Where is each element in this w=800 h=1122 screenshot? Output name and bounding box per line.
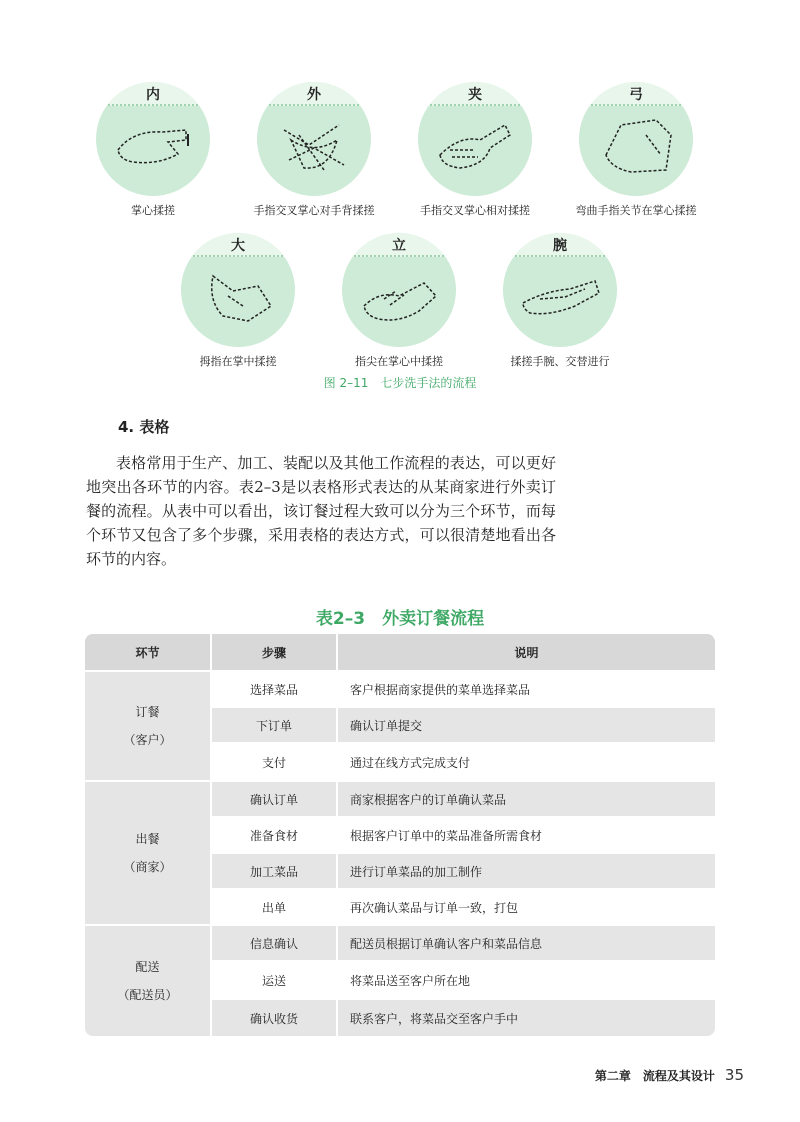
order-flow-table bbox=[85, 634, 715, 1036]
step-caption: 手指交叉掌心相对揉搓 bbox=[420, 204, 530, 217]
step-circle-6 bbox=[334, 233, 464, 369]
column-divider bbox=[210, 634, 212, 1036]
hand-illustration bbox=[430, 110, 520, 182]
row-divider bbox=[212, 852, 715, 854]
step-cell: 准备食材 bbox=[212, 818, 336, 852]
step-cell: 下订单 bbox=[255, 718, 292, 733]
step-char: 外 bbox=[307, 87, 321, 103]
hand-illustration bbox=[591, 110, 681, 182]
step-caption: 拇指在掌中揉搓 bbox=[199, 355, 277, 368]
hand-illustration bbox=[193, 261, 283, 333]
hand-illustration bbox=[269, 110, 359, 182]
stage-actor: （配送员） bbox=[117, 988, 178, 1002]
step-circle-3 bbox=[410, 82, 540, 218]
table-header-stage: 环节 bbox=[85, 634, 210, 670]
desc-cell: 进行订单菜品的加工制作 bbox=[350, 864, 483, 879]
page-number: 35 bbox=[724, 1066, 744, 1084]
step-char: 内 bbox=[146, 87, 160, 103]
table-header-desc: 说明 bbox=[338, 634, 715, 670]
figure-caption: 图 2–11 七步洗手法的流程 bbox=[323, 376, 477, 390]
desc-cell: 将菜品送至客户所在地 bbox=[338, 962, 715, 998]
chapter-title: 第二章 流程及其设计 bbox=[594, 1069, 715, 1083]
step-cell: 选择菜品 bbox=[212, 672, 336, 706]
desc-cell: 确认订单提交 bbox=[350, 718, 423, 733]
desc-cell: 通过在线方式完成支付 bbox=[338, 744, 715, 780]
row-divider bbox=[212, 998, 715, 1000]
step-caption: 揉搓手腕、交替进行 bbox=[510, 355, 610, 368]
step-cell: 运送 bbox=[212, 962, 336, 998]
step-cell: 支付 bbox=[212, 744, 336, 780]
table-title: 表2–3 外卖订餐流程 bbox=[315, 609, 485, 629]
hand-illustration bbox=[515, 261, 605, 333]
row-divider bbox=[212, 742, 715, 744]
desc-cell: 客户根据商家提供的菜单选择菜品 bbox=[338, 672, 715, 706]
step-caption: 弯曲手指关节在掌心揉搓 bbox=[575, 204, 697, 217]
row-divider bbox=[85, 924, 715, 926]
stage-actor: （商家） bbox=[123, 860, 172, 874]
stage-actor: （客户） bbox=[123, 733, 172, 747]
desc-cell: 根据客户订单中的菜品准备所需食材 bbox=[338, 818, 715, 852]
step-cell: 加工菜品 bbox=[249, 864, 298, 879]
step-caption: 手指交叉掌心对手背揉搓 bbox=[253, 204, 375, 217]
desc-cell: 配送员根据订单确认客户和菜品信息 bbox=[350, 936, 543, 951]
stage-cell bbox=[85, 672, 210, 780]
desc-cell: 商家根据客户的订单确认菜品 bbox=[350, 792, 507, 807]
step-circle-1 bbox=[88, 82, 218, 218]
step-char: 大 bbox=[231, 238, 245, 254]
stage-cell bbox=[85, 926, 210, 1036]
step-char: 夹 bbox=[468, 87, 482, 103]
step-circle-5 bbox=[173, 233, 303, 369]
stage-name: 出餐 bbox=[135, 832, 160, 846]
table-header-step: 步骤 bbox=[212, 634, 336, 670]
step-char: 腕 bbox=[553, 238, 567, 254]
desc-cell: 再次确认菜品与订单一致，打包 bbox=[338, 890, 715, 924]
step-caption: 掌心揉搓 bbox=[131, 204, 175, 217]
step-circle-4 bbox=[571, 82, 701, 218]
row-divider bbox=[212, 706, 715, 708]
step-circle-7 bbox=[495, 233, 625, 369]
stage-name: 配送 bbox=[135, 960, 160, 974]
step-cell: 确认订单 bbox=[249, 792, 298, 807]
stage-cell bbox=[85, 782, 210, 924]
column-divider bbox=[336, 634, 338, 1036]
row-divider bbox=[212, 888, 715, 890]
step-caption: 指尖在掌心中揉搓 bbox=[355, 355, 443, 368]
row-divider bbox=[212, 960, 715, 962]
page-footer bbox=[595, 1066, 744, 1084]
step-cell: 确认收货 bbox=[249, 1011, 298, 1026]
hand-illustration bbox=[354, 261, 444, 333]
body-paragraph: 表格常用于生产、加工、装配以及其他工作流程的表达，可以更好地突出各环节的内容。表2–3是以表格形式表达的从某商家进行外卖订餐的流程。从表中可以看出，该订餐过程大致可以分为三个环节，而每个环节又包含了多个步骤，采用表格的表达方式，可以很清楚地看出各环节的内容。 bbox=[86, 454, 556, 568]
row-divider bbox=[212, 816, 715, 818]
stage-name: 订餐 bbox=[135, 705, 160, 719]
step-cell: 出单 bbox=[212, 890, 336, 924]
hand-illustration bbox=[108, 110, 198, 182]
step-cell: 信息确认 bbox=[249, 936, 298, 951]
step-char: 弓 bbox=[629, 87, 643, 103]
section-title: 4. 表格 bbox=[118, 418, 170, 436]
row-divider bbox=[85, 780, 715, 782]
desc-cell: 联系客户，将菜品交至客户手中 bbox=[350, 1011, 519, 1026]
row-divider bbox=[85, 670, 715, 672]
step-circle-2 bbox=[249, 82, 379, 218]
step-char: 立 bbox=[392, 238, 406, 254]
